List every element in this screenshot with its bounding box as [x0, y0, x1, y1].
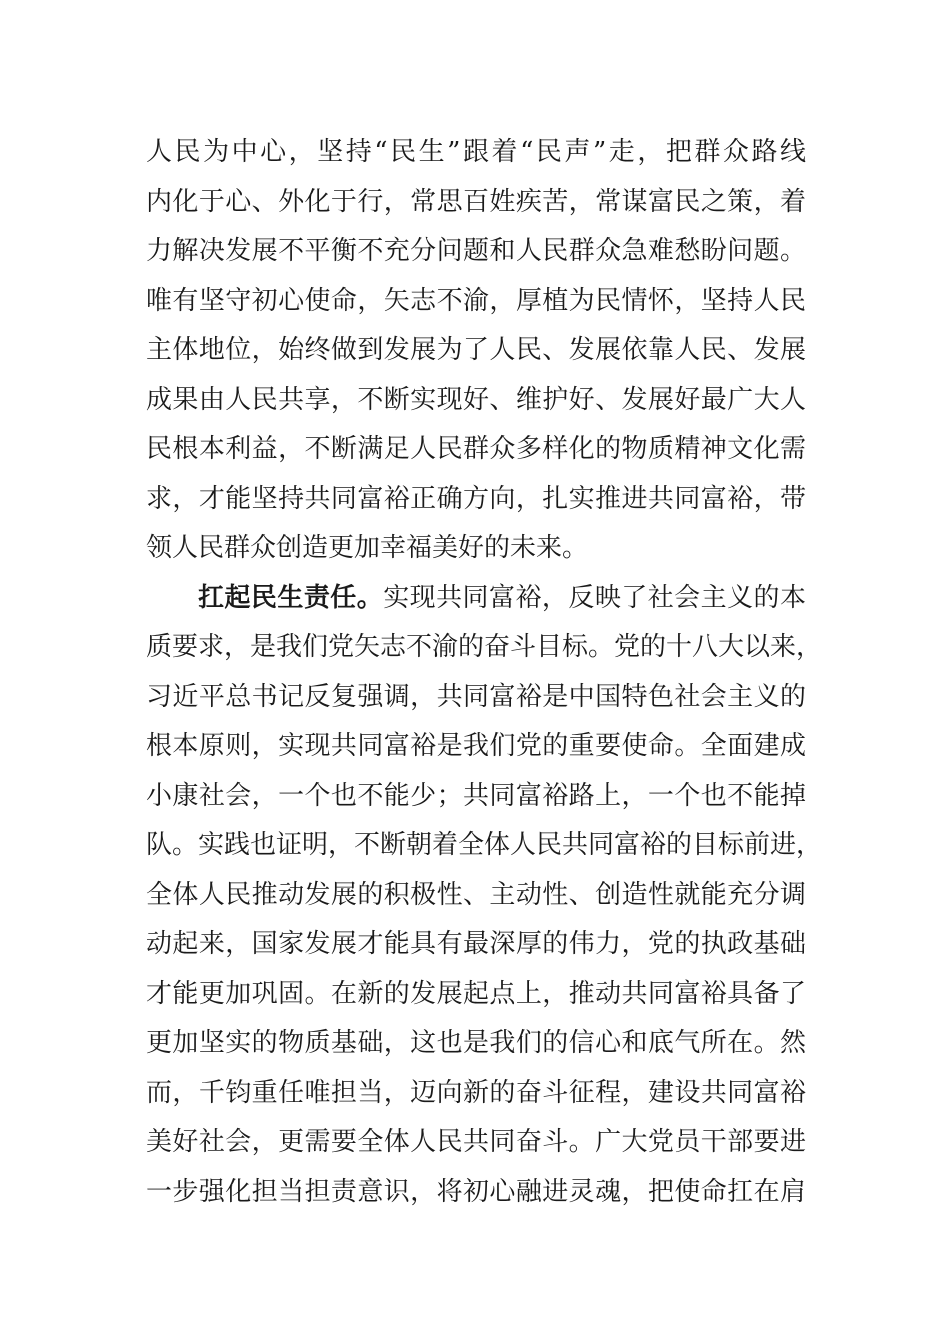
- body-text: [146, 128, 823, 1217]
- paragraph-heading: 扛起民生责任。: [198, 582, 384, 613]
- text-line: 人民为中心，坚持“民生”跟着“民声”走，把群众路线: [146, 137, 806, 167]
- text-line: 美好社会，更需要全体人民共同奋斗。广大党员干部要进: [146, 1127, 806, 1157]
- paragraph-1: [146, 128, 806, 574]
- text-line: 领人民群众创造更加幸福美好的未来。: [146, 533, 589, 563]
- text-line: 而，千钧重任唯担当，迈向新的奋斗征程，建设共同富裕: [146, 1077, 806, 1108]
- text-line: 根本原则，实现共同富裕是我们党的重要使命。全面建成: [146, 731, 806, 761]
- paragraph-2: [146, 574, 823, 1218]
- text-line: 更加坚实的物质基础，这也是我们的信心和底气所在。然: [146, 1028, 806, 1058]
- text-line: 成果由人民共享，不断实现好、维护好、发展好最广大人: [146, 384, 806, 415]
- text-line: 求，才能坚持共同富裕正确方向，扎实推进共同富裕，带: [146, 483, 806, 514]
- text-line: 质要求，是我们党矢志不渝的奋斗目标。党的十八大以来，: [146, 632, 823, 662]
- text-line: [146, 574, 806, 624]
- text-line: 队。实践也证明，不断朝着全体人民共同富裕的目标前进，: [146, 830, 823, 860]
- text-line: 唯有坚守初心使命，矢志不渝，厚植为民情怀，坚持人民: [146, 285, 806, 316]
- text-line: 民根本利益，不断满足人民群众多样化的物质精神文化需: [146, 434, 806, 464]
- text-line: 动起来，国家发展才能具有最深厚的伟力，党的执政基础: [146, 929, 806, 959]
- text-line: 小康社会，一个也不能少；共同富裕路上，一个也不能掉: [146, 780, 806, 811]
- text-line: 一步强化担当担责意识，将初心融进灵魂，把使命扛在肩: [146, 1176, 806, 1207]
- text-line: 内化于心、外化于行，常思百姓疾苦，常谋富民之策，着: [146, 186, 806, 217]
- text-line: 习近平总书记反复强调，共同富裕是中国特色社会主义的: [146, 681, 806, 712]
- text-run: 实现共同富裕，反映了社会主义的本: [383, 582, 806, 613]
- text-line: 主体地位，始终做到发展为了人民、发展依靠人民、发展: [146, 335, 806, 365]
- text-line: 力解决发展不平衡不充分问题和人民群众急难愁盼问题。: [146, 236, 806, 266]
- text-line: 才能更加巩固。在新的发展起点上，推动共同富裕具备了: [146, 978, 806, 1009]
- text-line: 全体人民推动发展的积极性、主动性、创造性就能充分调: [146, 879, 806, 910]
